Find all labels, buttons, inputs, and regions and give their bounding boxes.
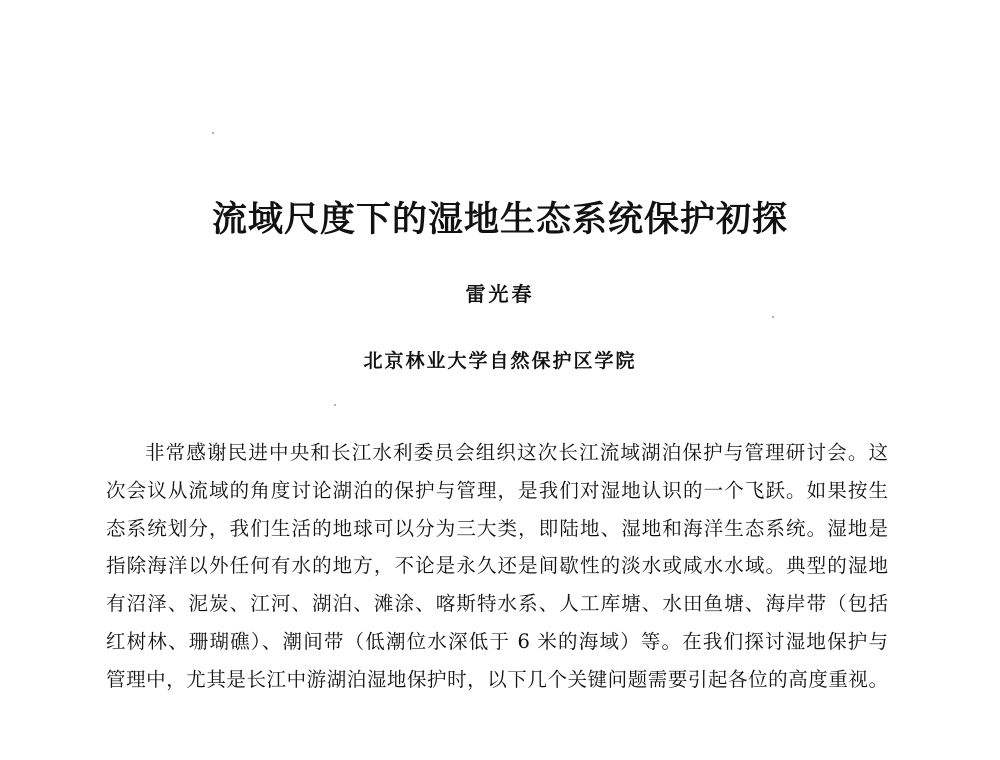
body-line: 非常感谢民进中央和长江水利委员会组织这次长江流域湖泊保护与管理研讨会。这 [145,441,888,464]
scan-speck [212,132,214,134]
scan-speck [772,316,774,318]
body-line: 态系统划分，我们生活的地球可以分为三大类，即陆地、湿地和海洋生态系统。湿地是 [106,516,888,540]
scan-speck [334,404,336,406]
body-line: 指除海洋以外任何有水的地方，不论是永久还是间歇性的淡水或咸水水域。典型的湿地 [106,554,888,578]
paper-title: 流域尺度下的湿地生态系统保护初探 [211,200,788,240]
body-line: 红树林、珊瑚礁）、潮间带（低潮位水深低于 6 米的海域）等。在我们探讨湿地保护与 [106,629,888,653]
body-line: 次会议从流域的角度讨论湖泊的保护与管理，是我们对湿地认识的一个飞跃。如果按生 [106,478,888,502]
body-paragraph [106,434,888,699]
body-line: 管理中，尤其是长江中游湖泊湿地保护时，以下几个关键问题需要引起各位的高度重视。 [106,667,888,691]
author-affiliation: 北京林业大学自然保护区学院 [363,350,637,372]
body-line: 有沼泽、泥炭、江河、湖泊、滩涂、喀斯特水系、人工库塘、水田鱼塘、海岸带（包括 [106,592,888,616]
author-name: 雷光春 [465,282,535,306]
